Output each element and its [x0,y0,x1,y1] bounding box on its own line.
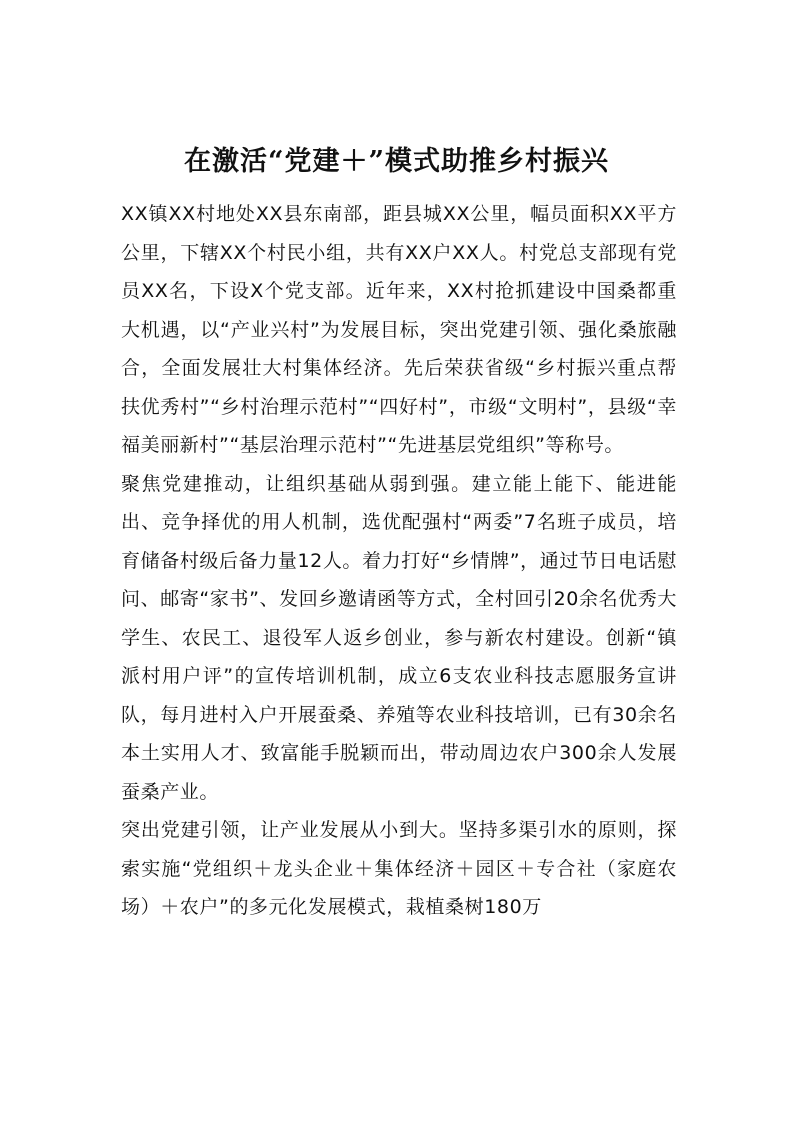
document-body [121,195,677,927]
paragraph-organization: 聚焦党建推动，让组织基础从弱到强。建立能上能下、能进能出、竞争择优的用人机制，选优配强村“两委”7名班子成员，培育储备村级后备力量12人。着力打好“乡情牌”，通过节日电话慰问、邮寄“家书”、发回乡邀请函等方式，全村回引20余名优秀大学生、农民工、退役军人返乡创业，参与新农村建设。创新“镇派村用户评”的宣传培训机制，成立6支农业科技志愿服务宣讲队，每月进村入户开展蚕桑、养殖等农业科技培训，已有30余名本土实用人才、致富能手脱颖而出，带动周边农户300余人发展蚕桑产业。 [121,472,677,803]
page-title: 在激活“党建＋”模式助推乡村振兴 [183,146,610,178]
paragraph-intro: XX镇XX村地处XX县东南部，距县城XX公里，幅员面积XX平方公里，下辖XX个村民小组，共有XX户XX人。村党总支部现有党员XX名，下设X个党支部。近年来，XX村抢抓建设中国桑都重大机遇，以“产业兴村”为发展目标，突出党建引领、强化桑旅融合，全面发展壮大村集体经济。先后荣获省级“乡村振兴重点帮扶优秀村”“乡村治理示范村”“四好村”，市级“文明村”，县级“幸福美丽新村”“基层治理示范村”“先进基层党组织”等称号。 [121,203,677,456]
paragraph-industry: 突出党建引领，让产业发展从小到大。坚持多渠引水的原则，探索实施“党组织＋龙头企业＋集体经济＋园区＋专合社（家庭农场）＋农户”的多元化发展模式，栽植桑树180万 [121,819,677,918]
